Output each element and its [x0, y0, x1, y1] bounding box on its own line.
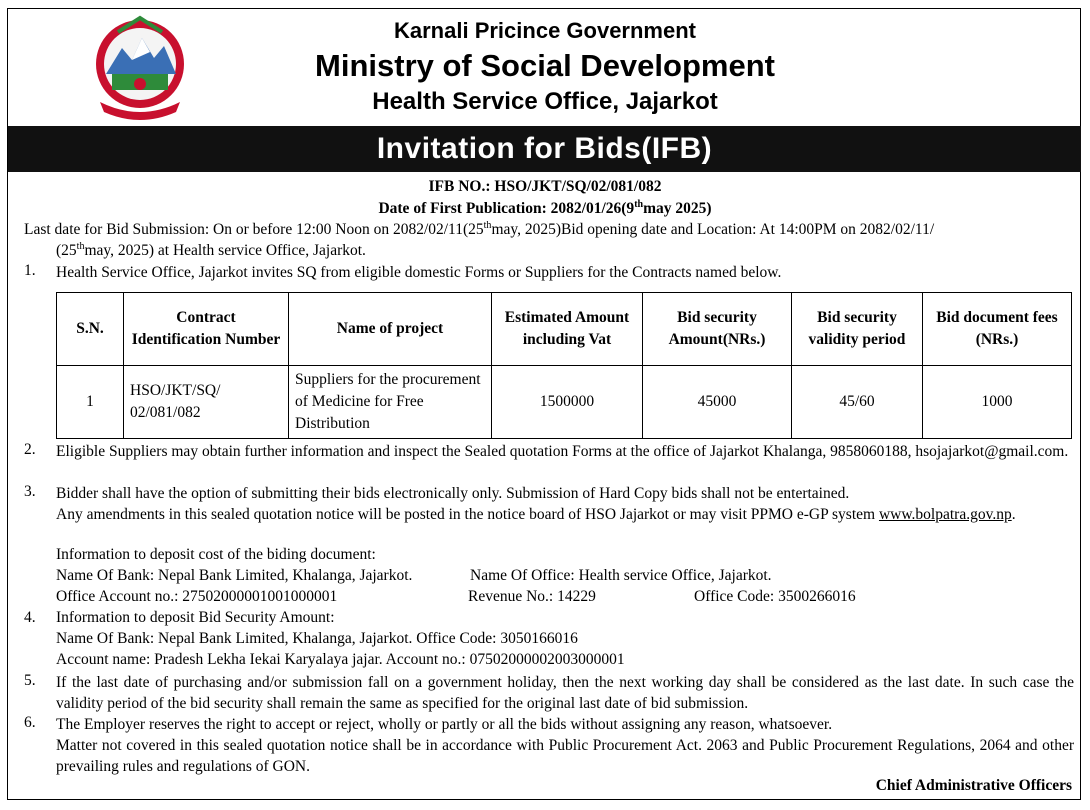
- bid-deadline-line1: Last date for Bid Submission: On or before 12:00 Noon on 2082/02/11(25thmay, 2025)Bid opening date and Location: At 14:00PM on 2082/02/11/: [24, 220, 935, 239]
- bid-deadline-line2: (25thmay, 2025) at Health service Office, Jajarkot.: [56, 241, 366, 260]
- item-3-deposit-heading: Information to deposit cost of the biding document:: [56, 546, 376, 563]
- header-sn: S.N.: [57, 293, 124, 366]
- office-name: Health Service Office, Jajarkot: [372, 88, 718, 115]
- cell-contract-id: HSO/JKT/SQ/ 02/081/082: [124, 366, 289, 439]
- ifb-number: IFB NO.: HSO/JKT/SQ/02/081/082: [428, 178, 662, 195]
- item-number-3: 3.: [24, 483, 36, 500]
- item-4-bank: Name Of Bank: Nepal Bank Limited, Khalanga, Jajarkot. Office Code: 3050166016: [56, 630, 578, 647]
- header-contract-id: Contract Identification Number: [124, 293, 289, 366]
- item-3-amendments: Any amendments in this sealed quotation notice will be posted in the notice board of HSO Jajarkot or may visit PPMO e-GP system www.bolpatra.gov.np.: [56, 506, 1016, 523]
- item-6-regulations: Matter not covered in this sealed quotation notice shall be in accordance with Public Procurement Act. 2063 and Public Procurement Regulations, 2064 and other prevailing rules and regulations of GON.: [56, 737, 1074, 775]
- item-2-text: Eligible Suppliers may obtain further information and inspect the Sealed quotation Forms at the office of Jajarkot Khalanga, 9858060188, hsojajarkot@gmail.com.: [56, 443, 1069, 460]
- header-estimated-amount: Estimated Amount including Vat: [492, 293, 643, 366]
- table-header-row: [57, 293, 1072, 366]
- item-number-4: 4.: [24, 609, 36, 626]
- table-row: [57, 366, 1072, 439]
- notice-title: Invitation for Bids(IFB): [8, 126, 1081, 172]
- cell-document-fees: 1000: [923, 366, 1072, 439]
- item-number-1: 1.: [24, 262, 36, 279]
- header-document-fees: Bid document fees (NRs.): [923, 293, 1072, 366]
- cell-project-name: Suppliers for the procurement of Medicine for Free Distribution: [289, 366, 492, 439]
- item-4-heading: Information to deposit Bid Security Amount:: [56, 609, 335, 626]
- item-number-5: 5.: [24, 672, 36, 689]
- item-3-account: Office Account no.: 27502000001001000001: [56, 588, 338, 605]
- item-6-text: The Employer reserves the right to accept or reject, wholly or partly or all the bids without assigning any reason, whatsoever.: [56, 716, 833, 733]
- cell-validity-period: 45/60: [792, 366, 923, 439]
- contracts-table: [56, 292, 1072, 439]
- ministry-name: Ministry of Social Development: [315, 48, 775, 83]
- first-publication-date: Date of First Publication: 2082/01/26(9thmay 2025): [378, 199, 712, 218]
- item-3-text: Bidder shall have the option of submitting their bids electronically only. Submission of Hard Copy bids shall not be entertained.: [56, 485, 850, 502]
- header-validity-period: Bid security validity period: [792, 293, 923, 366]
- item-3-revenue: Revenue No.: 14229: [468, 588, 596, 605]
- item-4-account: Account name: Pradesh Lekha Iekai Karyalaya jajar. Account no.: 07502000002003000001: [56, 651, 625, 668]
- item-1-text: Health Service Office, Jajarkot invites SQ from eligible domestic Forms or Suppliers for the Contracts named below.: [56, 264, 782, 281]
- bolpatra-link[interactable]: www.bolpatra.gov.np: [878, 506, 1012, 523]
- item-3-bank: Name Of Bank: Nepal Bank Limited, Khalanga, Jajarkot.: [56, 567, 413, 584]
- item-number-6: 6.: [24, 714, 36, 731]
- cell-bid-security-amount: 45000: [643, 366, 792, 439]
- header-bid-security-amount: Bid security Amount(NRs.): [643, 293, 792, 366]
- cell-sn: 1: [57, 366, 124, 439]
- item-number-2: 2.: [24, 441, 36, 458]
- item-5-text: If the last date of purchasing and/or submission fall on a government holiday, then the next working day shall be considered as the last date. In such case the validity period of the bid security shall remain the same as specified for the original last date of bid submission.: [56, 674, 1074, 712]
- government-name: Karnali Pricince Government: [394, 18, 696, 43]
- cell-estimated-amount: 1500000: [492, 366, 643, 439]
- signature: Chief Administrative Officers: [875, 777, 1072, 794]
- header-project-name: Name of project: [289, 293, 492, 366]
- item-3-office-code: Office Code: 3500266016: [694, 588, 856, 605]
- item-3-office-name: Name Of Office: Health service Office, Jajarkot.: [470, 567, 772, 584]
